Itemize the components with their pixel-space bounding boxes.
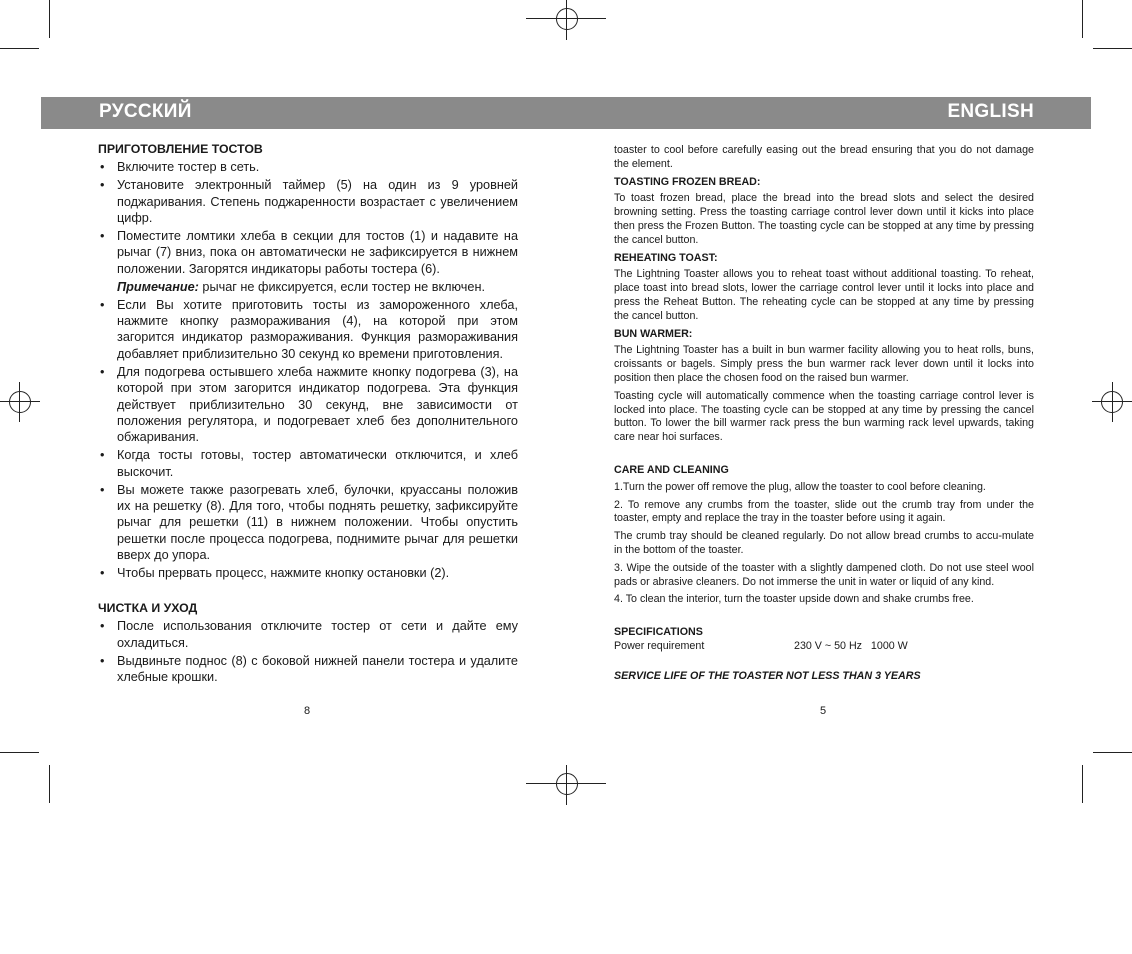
ru-cooking-list	[98, 159, 518, 277]
crop-mark-tl-h	[0, 48, 39, 49]
list-item: • После использования отключите тостер от сети и дайте ему охладиться.	[98, 618, 518, 651]
registration-mark-top	[526, 0, 606, 40]
list-item: • Установите электронный таймер (5) на один из 9 уровней поджаривания. Степень поджаренности возрастает с увеличением цифр.	[98, 177, 518, 226]
english-column	[614, 144, 1034, 684]
crop-mark-bl-v	[49, 765, 50, 803]
en-care-4: 4. To clean the interior, turn the toaster upside down and shake crumbs free.	[614, 593, 974, 606]
ru-cleaning-title: ЧИСТКА И УХОД	[98, 601, 198, 616]
en-bun-text-1: The Lightning Toaster has a built in bun warmer facility allowing you to heat rolls, buns, croissants or bagels. Simply press the bun warmer rack lever down until it locks into position then place the chosen food on the raised bun warmer.	[614, 344, 1034, 384]
header-russian: РУССКИЙ	[99, 101, 192, 122]
list-item: • Включите тостер в сеть.	[98, 159, 518, 175]
crop-mark-br-v	[1082, 765, 1083, 803]
list-item: • Поместите ломтики хлеба в секции для тостов (1) и надавите на рычаг (7) вниз, пока он автоматически не зафиксируется в нижнем положении. Загорятся индикаторы работы тостера (6).	[98, 228, 518, 277]
en-care-2b: The crumb tray should be cleaned regularly. Do not allow bread crumbs to accu-mulate in the bottom of the toaster.	[614, 530, 1034, 556]
spec-row	[614, 640, 1034, 654]
spec-value: 230 V ~ 50 Hz 1000 W	[794, 639, 908, 652]
registration-mark-right	[1092, 382, 1132, 422]
ru-note-label: Примечание:	[117, 279, 199, 294]
list-item: • Если Вы хотите приготовить тосты из замороженного хлеба, нажмите кнопку размораживания (4), на которой при этом загорится индикатор размораживания. Функция размораживания добавляет приблизительно 30 секунд ко времени приготовления.	[98, 297, 518, 363]
en-intro: toaster to cool before carefully easing out the bread ensuring that you do not damage the element.	[614, 144, 1034, 170]
list-item: • Для подогрева остывшего хлеба нажмите кнопку подогрева (3), на которой при этом загорится индикатор подогрева. Эта функция действует приблизительно 30 секунд, вне зависимости от положения регулятора, и подогревает хлеб без дополнительного обжаривания.	[98, 364, 518, 446]
ru-note-text: рычаг не фиксируется, если тостер не включен.	[198, 279, 485, 294]
en-care-title: CARE AND CLEANING	[614, 463, 729, 476]
en-reheat-title: REHEATING TOAST:	[614, 251, 718, 264]
ru-cooking-title: ПРИГОТОВЛЕНИЕ ТОСТОВ	[98, 142, 263, 156]
list-item: • Выдвиньте поднос (8) с боковой нижней панели тостера и удалите хлебные крошки.	[98, 653, 518, 686]
page-number-right: 5	[820, 705, 827, 717]
language-header-bar	[41, 97, 1091, 129]
ru-cooking-list-2	[98, 297, 518, 582]
ru-note	[98, 279, 518, 295]
service-life-note: SERVICE LIFE OF THE TOASTER NOT LESS THAN 3 YEARS	[614, 669, 921, 682]
en-care-2: 2. To remove any crumbs from the toaster, slide out the crumb tray from under the toaster, empty and replace the tray in the toaster before using it again.	[614, 498, 1034, 525]
crop-mark-tr-v	[1082, 0, 1083, 38]
ru-cleaning-list	[98, 618, 518, 685]
en-care-1: 1.Turn the power off remove the plug, allow the toaster to cool before cleaning.	[614, 480, 986, 493]
en-reheat-text: The Lightning Toaster allows you to reheat toast without additional toasting. To reheat, place toast into bread slots, lower the carriage control lever until it locks into place and press the Reheat Button. The reheating cycle can be stopped at any time by pressing the cancel button.	[614, 268, 1034, 322]
crop-mark-bl-h	[0, 752, 39, 753]
list-item: • Когда тосты готовы, тостер автоматически отключится, и хлеб выскочит.	[98, 447, 518, 480]
registration-mark-bottom	[526, 765, 606, 805]
en-spec-title: SPECIFICATIONS	[614, 626, 703, 639]
crop-mark-tl-v	[49, 0, 50, 38]
en-bun-title: BUN WARMER:	[614, 327, 693, 340]
en-frozen-text: To toast frozen bread, place the bread into the bread slots and select the desired browning setting. Press the toasting carriage control lever down until it kicks into place then press the Frozen Button. The toasting cycle can be stopped at any time by pressing the cancel button.	[614, 192, 1034, 246]
russian-column	[98, 141, 518, 687]
en-frozen-title: TOASTING FROZEN BREAD:	[614, 175, 761, 188]
list-item: • Чтобы прервать процесс, нажмите кнопку остановки (2).	[98, 565, 518, 581]
crop-mark-br-h	[1093, 752, 1132, 753]
header-english: ENGLISH	[947, 101, 1034, 122]
en-care-3: 3. Wipe the outside of the toaster with a slightly dampened cloth. Do not use steel wool pads or abrasive cleaners. Do not immerse the unit in water or liquid of any kind.	[614, 561, 1034, 588]
registration-mark-left	[0, 382, 40, 422]
crop-mark-tr-h	[1093, 48, 1132, 49]
spec-label: Power requirement	[614, 639, 705, 652]
en-bun-text-2: Toasting cycle will automatically commence when the toasting carriage control lever is locked into place. The toasting cycle can be stopped at any time by pressing the cancel button. To lower the bill warmer rack press the bun warming rack level upwards, taking care near hoi surfaces.	[614, 389, 1034, 444]
page-number-left: 8	[304, 705, 311, 717]
list-item: • Вы можете также разогревать хлеб, булочки, круассаны положив их на решетку (8). Для того, чтобы поднять решетку, зафиксируйте рычаг для решетки (11) в нижнем положении. Чтобы опустить решетки после процесса подогрева, поднимите рычаг для решетки вверх до упора.	[98, 482, 518, 564]
